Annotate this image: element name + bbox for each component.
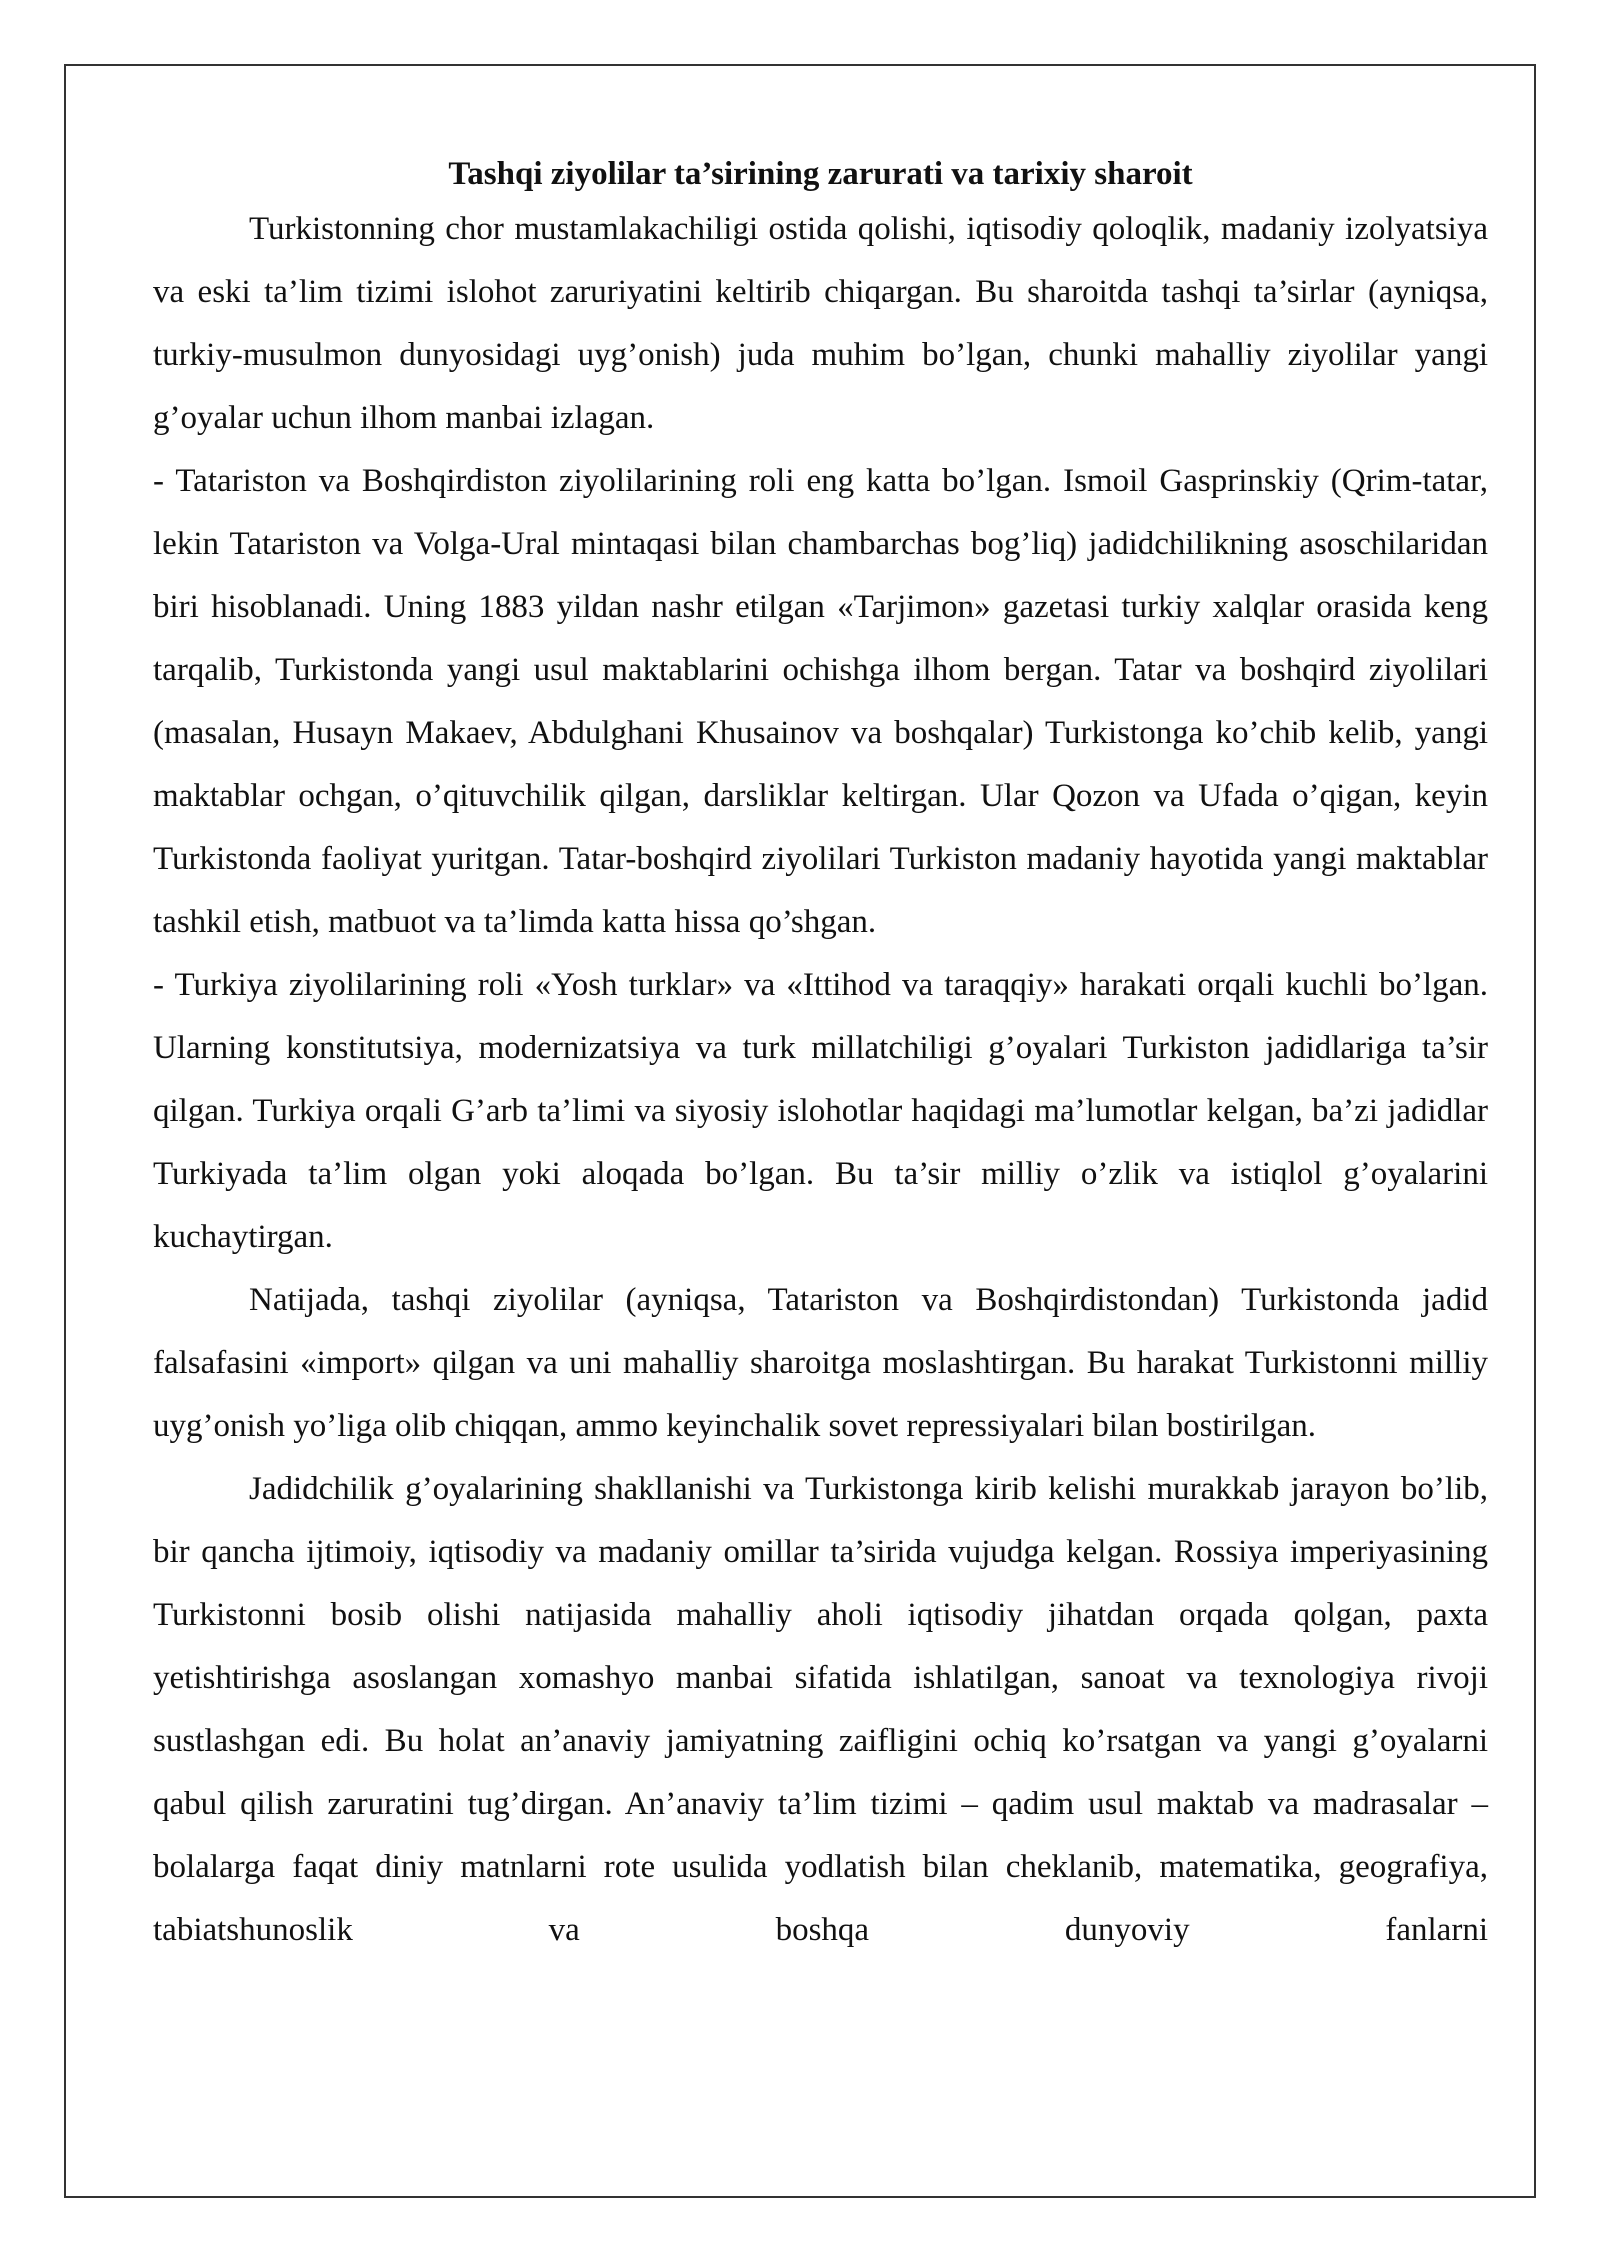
document-body (153, 150, 1488, 1962)
paragraph-turkey: - Turkiya ziyolilarining roli «Yosh turklar» va «Ittihod va taraqqiy» harakati orqali kuchli bo’lgan. Ularning konstitutsiya, modernizatsiya va turk millatchiligi g’oyalari Turkiston jadidlariga ta’sir qilgan. Turkiya orqali G’arb ta’limi va siyosiy islohotlar haqidagi ma’lumotlar kelgan, ba’zi jadidlar Turkiyada ta’lim olgan yoki aloqada bo’lgan. Bu ta’sir milliy o’zlik va istiqlol g’oyalarini kuchaytirgan. (153, 967, 1488, 1255)
document-title: Tashqi ziyolilar ta’sirining zarurati va tarixiy sharoit (448, 156, 1193, 192)
paragraph-conclusion: Natijada, tashqi ziyolilar (ayniqsa, Tatariston va Boshqirdistondan) Turkistonda jadid falsafasini «import» qilgan va uni mahalliy sharoitga moslashtirgan. Bu harakat Turkistonni milliy uyg’onish yo’liga olib chiqqan, ammo keyinchalik sovet repressiyalari bilan bostirilgan. (153, 1282, 1488, 1444)
paragraph-jadidism-origins: Jadidchilik g’oyalarining shakllanishi va Turkistonga kirib kelishi murakkab jarayon bo’lib, bir qancha ijtimoiy, iqtisodiy va madaniy omillar ta’sirida vujudga kelgan. Rossiya imperiyasining Turkistonni bosib olishi natijasida mahalliy aholi iqtisodiy jihatdan orqada qolgan, paxta yetishtirishga asoslangan xomashyo manbai sifatida ishlatilgan, sanoat va texnologiya rivoji sustlashgan edi. Bu holat an’anaviy jamiyatning zaifligini ochiq ko’rsatgan va yangi g’oyalarni qabul qilish zaruratini tug’dirgan. An’anaviy ta’lim tizimi – qadim usul maktab va madrasalar – bolalarga faqat diniy matnlarni rote usulida yodlatish bilan cheklanib, matematika, geografiya, tabiatshunoslik va boshqa dunyoviy fanlarni (153, 1471, 1488, 1948)
paragraph-intro: Turkistonning chor mustamlakachiligi ostida qolishi, iqtisodiy qoloqlik, madaniy izolyatsiya va eski ta’lim tizimi islohot zaruriyatini keltirib chiqargan. Bu sharoitda tashqi ta’sirlar (ayniqsa, turkiy-musulmon dunyosidagi uyg’onish) juda muhim bo’lgan, chunki mahalliy ziyolilar yangi g’oyalar uchun ilhom manbai izlagan. (153, 211, 1488, 436)
paragraph-tatar-bashkir: - Tatariston va Boshqirdiston ziyolilarining roli eng katta bo’lgan. Ismoil Gasprinskiy (Qrim-tatar, lekin Tatariston va Volga-Ural mintaqasi bilan chambarchas bog’liq) jadidchilikning asoschilaridan biri hisoblanadi. Uning 1883 yildan nashr etilgan «Tarjimon» gazetasi turkiy xalqlar orasida keng tarqalib, Turkistonda yangi usul maktablarini ochishga ilhom bergan. Tatar va boshqird ziyolilari (masalan, Husayn Makaev, Abdulghani Khusainov va boshqalar) Turkistonga ko’chib kelib, yangi maktablar ochgan, o’qituvchilik qilgan, darsliklar keltirgan. Ular Qozon va Ufada o’qigan, keyin Turkistonda faoliyat yuritgan. Tatar-boshqird ziyolilari Turkiston madaniy hayotida yangi maktablar tashkil etish, matbuot va ta’limda katta hissa qo’shgan. (153, 463, 1488, 940)
